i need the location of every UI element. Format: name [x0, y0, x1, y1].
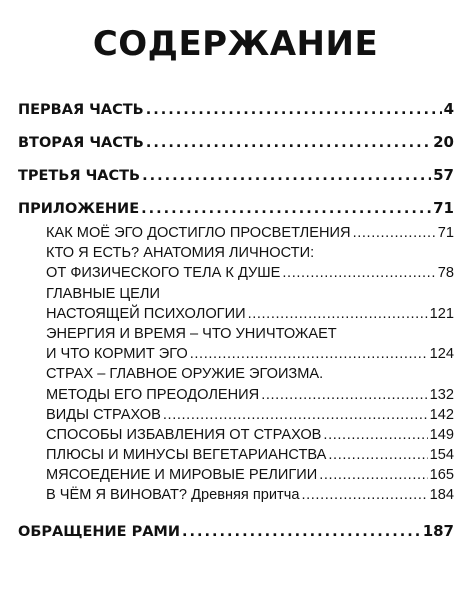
- toc-entry-label: ПЛЮСЫ И МИНУСЫ ВЕГЕТАРИАНСТВА: [46, 447, 327, 464]
- toc-page-number: 184: [429, 487, 454, 504]
- toc-page-number: 20: [433, 133, 454, 151]
- toc-page-number: 78: [437, 265, 454, 282]
- toc-sub-entry-line: ЭНЕРГИЯ И ВРЕМЯ – ЧТО УНИЧТОЖАЕТ: [46, 325, 337, 342]
- toc-sub-entry[interactable]: [46, 385, 454, 405]
- leader-dots: [353, 223, 436, 243]
- leader-dots: [301, 485, 427, 505]
- toc-entry-appendix[interactable]: [18, 199, 454, 217]
- toc-page-number: 187: [422, 521, 454, 540]
- page-title: СОДЕРЖАНИЕ: [92, 24, 379, 64]
- toc-sub-entry-line: СТРАХ – ГЛАВНОЕ ОРУЖИЕ ЭГОИЗМА.: [46, 366, 324, 383]
- toc-entry-label: НАСТОЯЩЕЙ ПСИХОЛОГИИ: [46, 305, 246, 322]
- toc-page-number: 71: [437, 225, 454, 241]
- toc-entry-label: СПОСОБЫ ИЗБАВЛЕНИЯ ОТ СТРАХОВ: [46, 426, 322, 443]
- leader-dots: [282, 263, 435, 283]
- toc-entry-label: ПРИЛОЖЕНИЕ: [18, 201, 140, 217]
- toc-page-number: 142: [429, 406, 454, 423]
- leader-dots: [190, 344, 428, 364]
- toc-page-number: 121: [429, 305, 454, 322]
- leader-dots: [146, 101, 442, 119]
- toc-entry-part-2[interactable]: [18, 133, 454, 151]
- toc-entry-part-1[interactable]: [18, 100, 454, 118]
- toc-entry-label: КАК МОЁ ЭГО ДОСТИГЛО ПРОСВЕТЛЕНИЯ: [46, 225, 351, 241]
- toc-entry-label: В ЧЁМ Я ВИНОВАТ? Древняя притча: [46, 487, 300, 504]
- toc-entry-label: ОТ ФИЗИЧЕСКОГО ТЕЛА К ДУШЕ: [46, 265, 281, 282]
- appendix-entries: [46, 223, 454, 506]
- toc-entry-label: МЯСОЕДЕНИЕ И МИРОВЫЕ РЕЛИГИИ: [46, 467, 318, 484]
- toc-page-number: 124: [429, 346, 454, 363]
- leader-dots: [146, 134, 431, 152]
- toc-page-number: 132: [429, 386, 454, 403]
- toc-sub-entry[interactable]: [46, 405, 454, 425]
- toc-entry-label: ПЕРВАЯ ЧАСТЬ: [18, 102, 144, 118]
- toc-entry-label: ТРЕТЬЯ ЧАСТЬ: [18, 168, 141, 184]
- toc-entry-final[interactable]: [18, 522, 454, 540]
- leader-dots: [328, 445, 427, 465]
- toc-entry-label: МЕТОДЫ ЕГО ПРЕОДОЛЕНИЯ: [46, 386, 260, 403]
- toc-page-number: 154: [429, 447, 454, 464]
- toc-sub-entry-line: ГЛАВНЫЕ ЦЕЛИ: [46, 285, 160, 302]
- leader-dots: [248, 304, 428, 324]
- leader-dots: [141, 200, 431, 218]
- toc-entry-label: И ЧТО КОРМИТ ЭГО: [46, 346, 188, 363]
- toc-sub-entry[interactable]: [46, 445, 454, 465]
- leader-dots: [323, 425, 427, 445]
- toc-sub-entry[interactable]: [46, 304, 454, 324]
- toc-entry-label: ВТОРАЯ ЧАСТЬ: [18, 135, 144, 151]
- toc-entry-label: ОБРАЩЕНИЕ РАМИ: [18, 523, 180, 540]
- leader-dots: [261, 385, 427, 405]
- leader-dots: [182, 523, 421, 541]
- toc-page-number: 71: [433, 199, 454, 217]
- toc-page-number: 149: [429, 426, 454, 443]
- toc-sub-entry[interactable]: [46, 223, 454, 243]
- toc-page-number: 165: [429, 467, 454, 484]
- table-of-contents: [18, 100, 454, 540]
- toc-sub-entry[interactable]: [46, 425, 454, 445]
- toc-page-number: 57: [433, 166, 454, 184]
- leader-dots: [163, 405, 428, 425]
- toc-sub-entry-line: КТО Я ЕСТЬ? АНАТОМИЯ ЛИЧНОСТИ:: [46, 245, 315, 262]
- toc-sub-entry[interactable]: [46, 344, 454, 364]
- toc-entry-label: ВИДЫ СТРАХОВ: [46, 406, 161, 423]
- toc-sub-entry[interactable]: [46, 263, 454, 283]
- toc-sub-entry[interactable]: [46, 465, 454, 485]
- leader-dots: [319, 465, 427, 485]
- toc-page-number: 4: [443, 100, 454, 118]
- toc-sub-entry[interactable]: [46, 485, 454, 505]
- toc-entry-part-3[interactable]: [18, 166, 454, 184]
- leader-dots: [142, 167, 431, 185]
